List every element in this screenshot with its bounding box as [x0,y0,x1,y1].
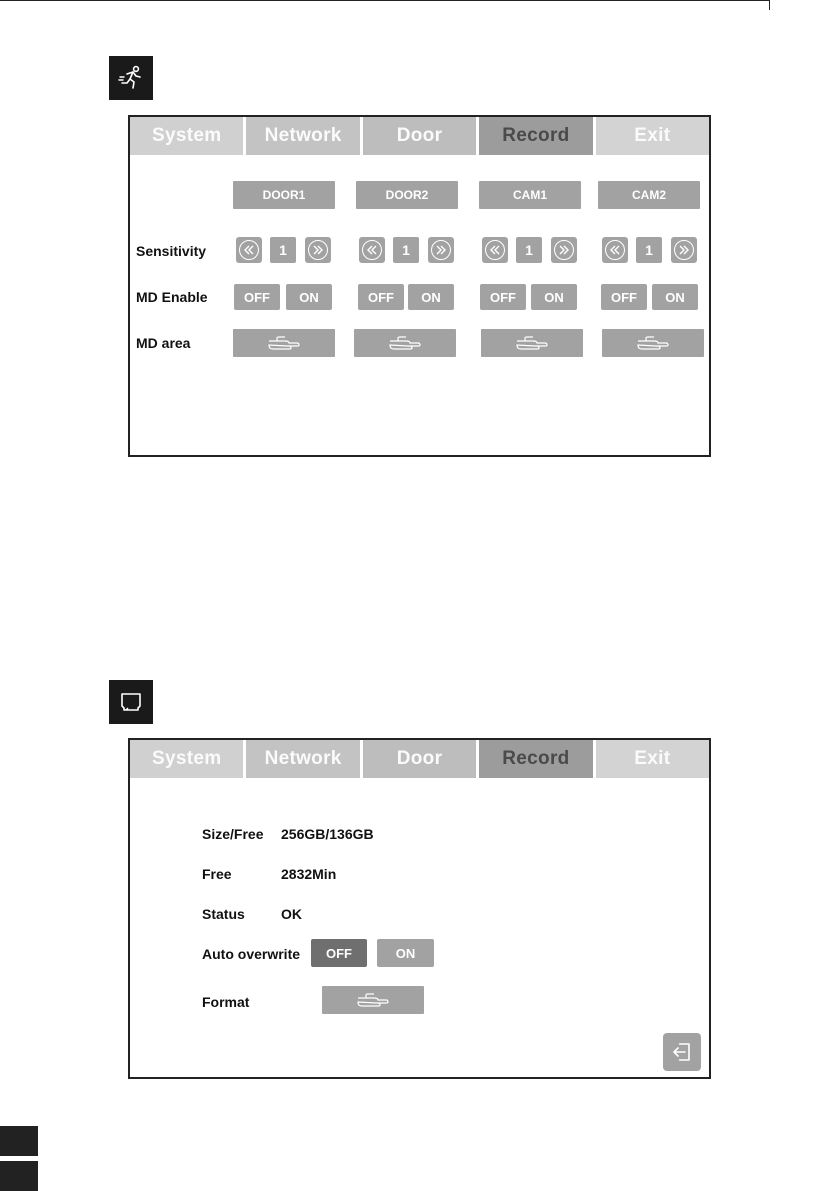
motion-settings-panel [128,115,711,457]
sensitivity-decrease-button[interactable] [602,237,628,263]
size-free-value: 256GB/136GB [281,826,374,842]
tab-exit[interactable]: Exit [596,740,709,778]
double-chevron-right-icon [558,244,570,256]
md-area-button[interactable] [602,329,704,357]
pointing-hand-icon [515,335,549,351]
sensitivity-decrease-button[interactable] [482,237,508,263]
sensitivity-increase-button[interactable] [305,237,331,263]
sd-card-icon [117,688,145,716]
storage-tab-bar [130,740,709,778]
md-area-label: MD area [136,335,191,351]
exit-arrow-icon [670,1040,694,1064]
motion-tab-bar [130,117,709,155]
double-chevron-left-icon [489,244,501,256]
double-chevron-left-icon [366,244,378,256]
md-area-button[interactable] [233,329,335,357]
sensitivity-label: Sensitivity [136,243,207,259]
md-enable-label: MD Enable [136,289,208,305]
md-enable-on-button[interactable]: ON [408,284,454,310]
double-chevron-right-icon [312,244,324,256]
md-area-button[interactable] [354,329,456,357]
channel-cam2-button[interactable]: CAM2 [598,181,700,209]
auto-overwrite-on-button[interactable]: ON [377,939,434,967]
md-enable-off-button[interactable]: OFF [601,284,647,310]
channel-door2-button[interactable]: DOOR2 [356,181,458,209]
sensitivity-value: 1 [636,237,662,263]
free-minutes-value: 2832Min [281,866,337,882]
size-free-label: Size/Free [202,826,264,842]
storage-body [130,778,709,1077]
tab-network[interactable]: Network [246,740,359,778]
pointing-hand-icon [388,335,422,351]
running-person-icon [117,64,145,92]
tab-door[interactable]: Door [363,117,476,155]
page-edge-marker [0,1161,38,1191]
free-label: Free [202,866,232,882]
md-enable-off-button[interactable]: OFF [358,284,404,310]
status-label: Status [202,906,245,922]
motion-section-badge [109,56,153,100]
sensitivity-decrease-button[interactable] [359,237,385,263]
sensitivity-increase-button[interactable] [671,237,697,263]
tab-record[interactable]: Record [479,117,592,155]
double-chevron-right-icon [435,244,447,256]
md-enable-on-button[interactable]: ON [286,284,332,310]
tab-record[interactable]: Record [479,740,592,778]
channel-door1-button[interactable]: DOOR1 [233,181,335,209]
sensitivity-value: 1 [393,237,419,263]
page-top-rule [0,0,770,10]
format-button[interactable] [322,986,424,1014]
md-enable-on-button[interactable]: ON [531,284,577,310]
sensitivity-value: 1 [516,237,542,263]
tab-network[interactable]: Network [246,117,359,155]
format-label: Format [202,994,250,1010]
sensitivity-value: 1 [270,237,296,263]
pointing-hand-icon [636,335,670,351]
md-enable-off-button[interactable]: OFF [480,284,526,310]
md-area-button[interactable] [481,329,583,357]
channel-cam1-button[interactable]: CAM1 [479,181,581,209]
md-enable-on-button[interactable]: ON [652,284,698,310]
page-edge-marker [0,1126,38,1156]
tab-door[interactable]: Door [363,740,476,778]
sensitivity-increase-button[interactable] [551,237,577,263]
tab-exit[interactable]: Exit [596,117,709,155]
pointing-hand-icon [267,335,301,351]
md-enable-off-button[interactable]: OFF [234,284,280,310]
double-chevron-left-icon [609,244,621,256]
tab-system[interactable]: System [130,117,243,155]
back-button[interactable] [663,1033,701,1071]
storage-settings-panel [128,738,711,1079]
motion-body [130,155,709,455]
auto-overwrite-off-button[interactable]: OFF [311,939,367,967]
tab-system[interactable]: System [130,740,243,778]
status-value: OK [281,906,302,922]
sensitivity-increase-button[interactable] [428,237,454,263]
pointing-hand-icon [356,992,390,1008]
auto-overwrite-label: Auto overwrite [202,946,301,962]
double-chevron-left-icon [243,244,255,256]
sensitivity-decrease-button[interactable] [236,237,262,263]
double-chevron-right-icon [678,244,690,256]
storage-section-badge [109,680,153,724]
